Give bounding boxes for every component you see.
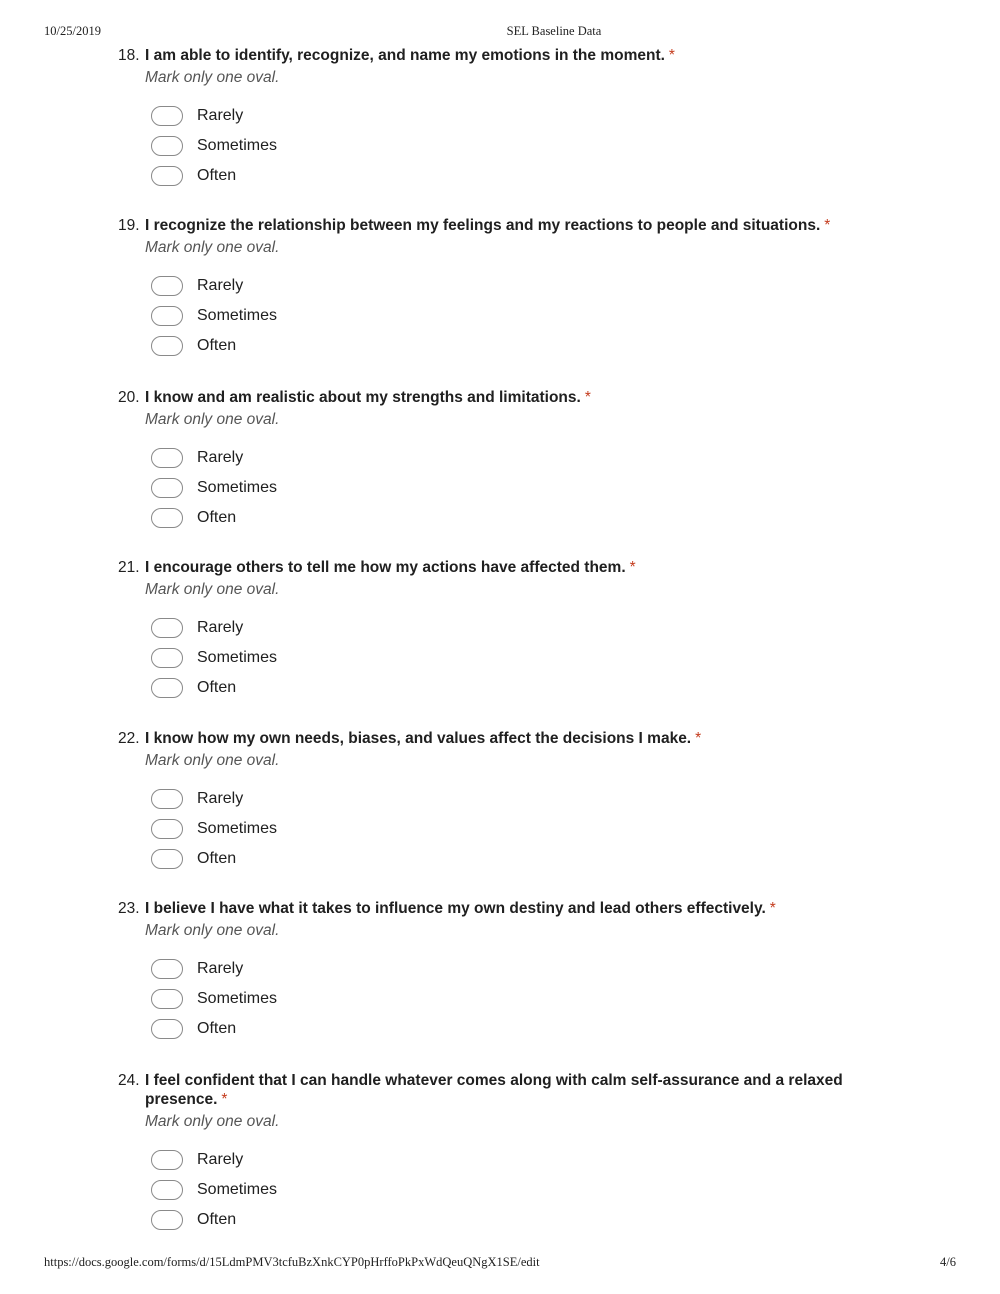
question-21 <box>118 558 878 703</box>
radio-oval[interactable] <box>151 678 183 698</box>
option-label: Sometimes <box>197 137 278 154</box>
option-group <box>118 1145 878 1235</box>
question-text: I feel confident that I can handle whatever comes along with calm self-assurance and a relaxed presence. <box>145 1072 843 1108</box>
question-heading <box>118 216 878 235</box>
option-label: Sometimes <box>197 1181 278 1198</box>
option-often[interactable] <box>151 844 878 874</box>
option-often[interactable] <box>151 1014 878 1044</box>
question-heading <box>118 558 878 577</box>
radio-oval[interactable] <box>151 106 183 126</box>
required-asterisk: * <box>221 1091 228 1108</box>
option-rarely[interactable] <box>151 271 878 301</box>
required-asterisk: * <box>824 217 831 234</box>
question-number: 21. <box>118 559 140 576</box>
question-20 <box>118 388 878 533</box>
question-heading <box>118 899 878 918</box>
option-group <box>118 443 878 533</box>
option-label: Sometimes <box>197 307 278 324</box>
question-text: I know and am realistic about my strengths and limitations. <box>145 389 581 406</box>
option-often[interactable] <box>151 1205 878 1235</box>
question-heading <box>118 46 878 65</box>
radio-oval[interactable] <box>151 1019 183 1039</box>
option-group <box>118 101 878 191</box>
option-group <box>118 613 878 703</box>
option-group <box>118 271 878 361</box>
option-rarely[interactable] <box>151 613 878 643</box>
page-url: https://docs.google.com/forms/d/15LdmPMV3tcfuBzXnkCYP0pHrffoPkPxWdQeuQNgX1SE/edit <box>44 1255 540 1269</box>
question-number: 20. <box>118 389 140 406</box>
radio-oval[interactable] <box>151 276 183 296</box>
question-heading <box>118 388 878 407</box>
question-text: I am able to identify, recognize, and name my emotions in the moment. <box>145 47 665 64</box>
option-sometimes[interactable] <box>151 984 878 1014</box>
radio-oval[interactable] <box>151 306 183 326</box>
radio-oval[interactable] <box>151 618 183 638</box>
question-text: I encourage others to tell me how my actions have affected them. <box>145 559 626 576</box>
option-label: Rarely <box>197 790 244 807</box>
question-22 <box>118 729 878 874</box>
radio-oval[interactable] <box>151 478 183 498</box>
radio-oval[interactable] <box>151 136 183 156</box>
option-label: Sometimes <box>197 649 278 666</box>
option-often[interactable] <box>151 503 878 533</box>
option-sometimes[interactable] <box>151 814 878 844</box>
option-label: Sometimes <box>197 990 278 1007</box>
question-instruction: Mark only one oval. <box>145 1113 280 1130</box>
required-asterisk: * <box>584 389 591 406</box>
option-rarely[interactable] <box>151 101 878 131</box>
radio-oval[interactable] <box>151 1180 183 1200</box>
option-group <box>118 784 878 874</box>
radio-oval[interactable] <box>151 166 183 186</box>
option-sometimes[interactable] <box>151 473 878 503</box>
option-sometimes[interactable] <box>151 301 878 331</box>
option-label: Often <box>197 1020 237 1037</box>
radio-oval[interactable] <box>151 336 183 356</box>
question-instruction: Mark only one oval. <box>145 581 280 598</box>
radio-oval[interactable] <box>151 819 183 839</box>
question-heading <box>118 1071 878 1109</box>
option-sometimes[interactable] <box>151 643 878 673</box>
radio-oval[interactable] <box>151 448 183 468</box>
option-often[interactable] <box>151 673 878 703</box>
required-asterisk: * <box>629 559 636 576</box>
option-label: Rarely <box>197 277 244 294</box>
option-often[interactable] <box>151 331 878 361</box>
radio-oval[interactable] <box>151 959 183 979</box>
radio-oval[interactable] <box>151 508 183 528</box>
option-label: Often <box>197 337 237 354</box>
document-title: SEL Baseline Data <box>506 24 602 38</box>
question-text: I recognize the relationship between my feelings and my reactions to people and situations. <box>145 217 821 234</box>
question-heading <box>118 729 878 748</box>
question-number: 18. <box>118 47 140 64</box>
radio-oval[interactable] <box>151 849 183 869</box>
radio-oval[interactable] <box>151 1210 183 1230</box>
question-18 <box>118 46 878 191</box>
radio-oval[interactable] <box>151 1150 183 1170</box>
option-often[interactable] <box>151 161 878 191</box>
radio-oval[interactable] <box>151 989 183 1009</box>
option-label: Often <box>197 509 237 526</box>
option-label: Rarely <box>197 1151 244 1168</box>
question-instruction: Mark only one oval. <box>145 752 280 769</box>
option-group <box>118 954 878 1044</box>
question-number: 22. <box>118 730 140 747</box>
option-label: Sometimes <box>197 820 278 837</box>
option-label: Often <box>197 167 237 184</box>
question-24 <box>118 1071 878 1235</box>
question-number: 19. <box>118 217 140 234</box>
option-label: Often <box>197 850 237 867</box>
option-label: Rarely <box>197 960 244 977</box>
option-rarely[interactable] <box>151 954 878 984</box>
question-number: 23. <box>118 900 140 917</box>
option-label: Sometimes <box>197 479 278 496</box>
option-rarely[interactable] <box>151 443 878 473</box>
option-label: Often <box>197 1211 237 1228</box>
question-23 <box>118 899 878 1044</box>
question-number: 24. <box>118 1072 140 1089</box>
print-date: 10/25/2019 <box>44 24 101 38</box>
option-label: Rarely <box>197 619 244 636</box>
option-label: Rarely <box>197 107 244 124</box>
required-asterisk: * <box>668 47 675 64</box>
option-label: Rarely <box>197 449 244 466</box>
page-number: 4/6 <box>940 1255 956 1269</box>
radio-oval[interactable] <box>151 789 183 809</box>
question-instruction: Mark only one oval. <box>145 69 280 86</box>
option-rarely[interactable] <box>151 1145 878 1175</box>
required-asterisk: * <box>695 730 702 747</box>
radio-oval[interactable] <box>151 648 183 668</box>
option-sometimes[interactable] <box>151 131 878 161</box>
option-sometimes[interactable] <box>151 1175 878 1205</box>
option-label: Often <box>197 679 237 696</box>
question-instruction: Mark only one oval. <box>145 239 280 256</box>
question-text: I know how my own needs, biases, and values affect the decisions I make. <box>145 730 692 747</box>
question-text: I believe I have what it takes to influence my own destiny and lead others effectively. <box>145 900 766 917</box>
required-asterisk: * <box>769 900 776 917</box>
question-instruction: Mark only one oval. <box>145 922 280 939</box>
question-19 <box>118 216 878 361</box>
question-instruction: Mark only one oval. <box>145 411 280 428</box>
option-rarely[interactable] <box>151 784 878 814</box>
